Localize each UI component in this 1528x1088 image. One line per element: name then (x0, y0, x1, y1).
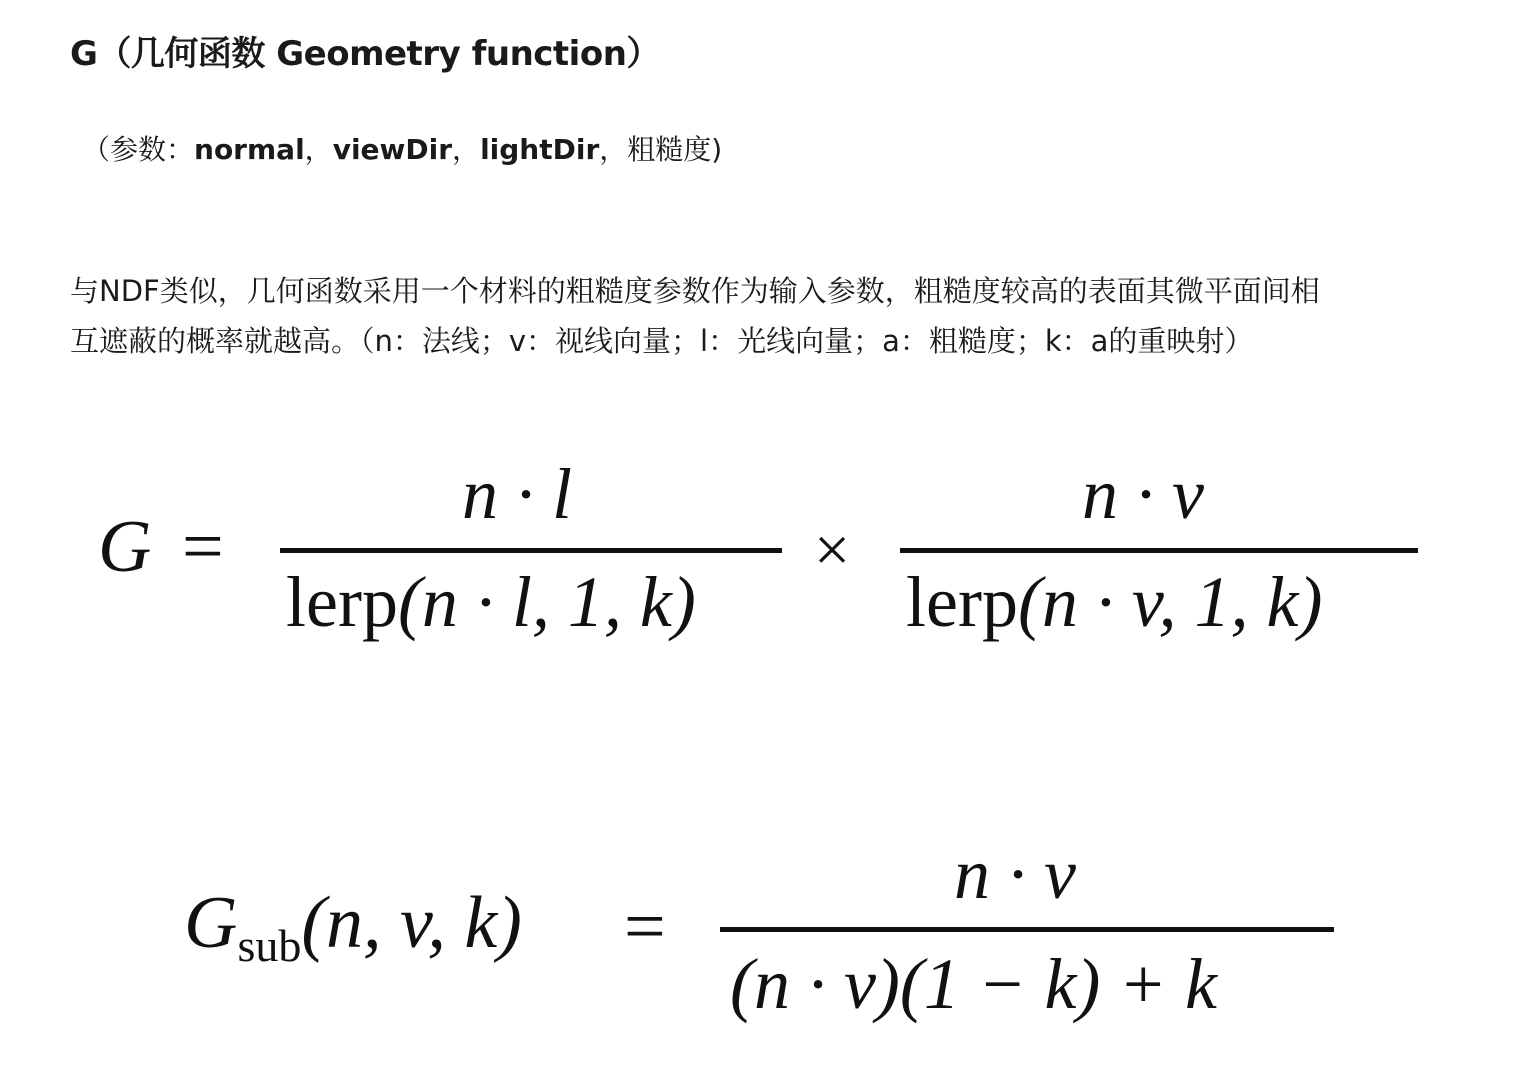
params-separator: ， (304, 133, 333, 166)
formula-times: × (814, 514, 851, 585)
param-lightdir: lightDir (480, 133, 600, 166)
formula2-args: (n, v, k) (301, 882, 522, 964)
paragraph-line-2: 互遮蔽的概率就越高。（n：法线；v：视线向量；l：光线向量；a：粗糙度；k：a的重映射） (70, 324, 1254, 358)
param-roughness: 粗糙度) (627, 133, 723, 166)
fraction-bar-3 (720, 927, 1334, 932)
formula-lhs-g: G (98, 506, 152, 588)
lerp-args-1: (n · l, 1, k) (397, 562, 696, 642)
formula2-numerator: n · v (954, 834, 1076, 914)
paragraph-line-1: 与NDF类似，几何函数采用一个材料的粗糙度参数作为输入参数，粗糙度较高的表面其微平面间相 (70, 274, 1320, 308)
formula2-lhs (184, 882, 522, 971)
formula2-denominator: (n · v)(1 − k) + k (730, 944, 1217, 1024)
formula-numerator-1: n · l (462, 454, 573, 534)
formula-numerator-2: n · v (1082, 454, 1204, 534)
lerp-args-2: (n · v, 1, k) (1017, 562, 1323, 642)
section-heading: G（几何函数 Geometry function） (70, 34, 660, 74)
params-separator: ， (599, 133, 628, 166)
lerp-function-2: lerp (906, 562, 1018, 642)
formula-equals: = (182, 506, 224, 588)
formula2-subscript: sub (237, 920, 302, 971)
param-viewdir: viewDir (332, 133, 453, 166)
params-prefix: （参数： (82, 133, 195, 166)
params-separator: ， (452, 133, 481, 166)
param-normal: normal (194, 133, 305, 166)
formula2-equals: = (624, 886, 666, 968)
formula2-g: G (184, 882, 238, 964)
lerp-function-1: lerp (286, 562, 398, 642)
